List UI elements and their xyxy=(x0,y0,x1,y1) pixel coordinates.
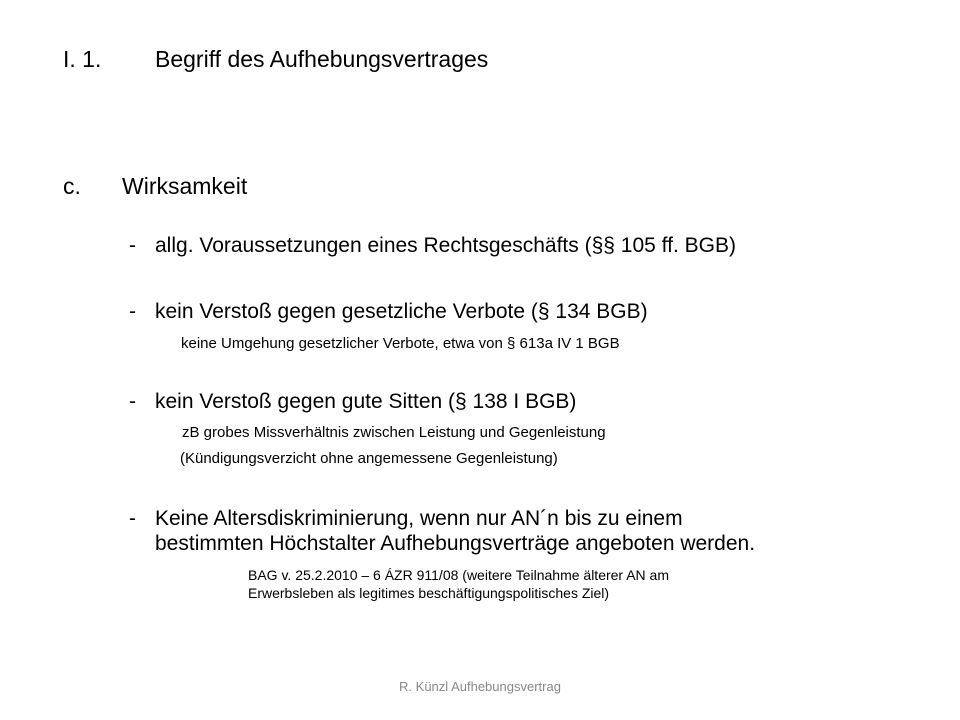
list-item-text: Keine Altersdiskriminierung, wenn nur AN´n bis zu einem xyxy=(155,507,683,530)
list-item-note: zB grobes Missverhältnis zwischen Leistung und Gegenleistung xyxy=(182,424,606,441)
list-item-note: BAG v. 25.2.2010 – 6 ÁZR 911/08 (weitere Teilnahme älterer AN am xyxy=(248,567,669,583)
list-item-note: (Kündigungsverzicht ohne angemessene Gegenleistung) xyxy=(180,450,558,467)
footer: R. Künzl Aufhebungsvertrag xyxy=(399,679,561,694)
list-item-note: keine Umgehung gesetzlicher Verbote, etwa von § 613a IV 1 BGB xyxy=(181,335,620,352)
bullet-marker: - xyxy=(129,300,136,323)
list-item-text: kein Verstoß gegen gesetzliche Verbote (§ 134 BGB) xyxy=(155,300,648,323)
list-item-text: kein Verstoß gegen gute Sitten (§ 138 I BGB) xyxy=(155,390,577,413)
section-title: Wirksamkeit xyxy=(122,173,248,199)
section-letter: c. xyxy=(63,173,81,199)
list-item-text: bestimmten Höchstalter Aufhebungsverträge angeboten werden. xyxy=(155,532,756,555)
bullet-marker: - xyxy=(129,390,136,413)
heading-number: I. 1. xyxy=(63,46,102,72)
list-item-text: allg. Voraussetzungen eines Rechtsgeschäfts (§§ 105 ff. BGB) xyxy=(155,234,736,257)
bullet-marker: - xyxy=(129,234,136,257)
bullet-marker: - xyxy=(129,507,136,530)
page-title: Begriff des Aufhebungsvertrages xyxy=(155,46,489,72)
list-item-note: Erwerbsleben als legitimes beschäftigungspolitisches Ziel) xyxy=(248,585,610,601)
